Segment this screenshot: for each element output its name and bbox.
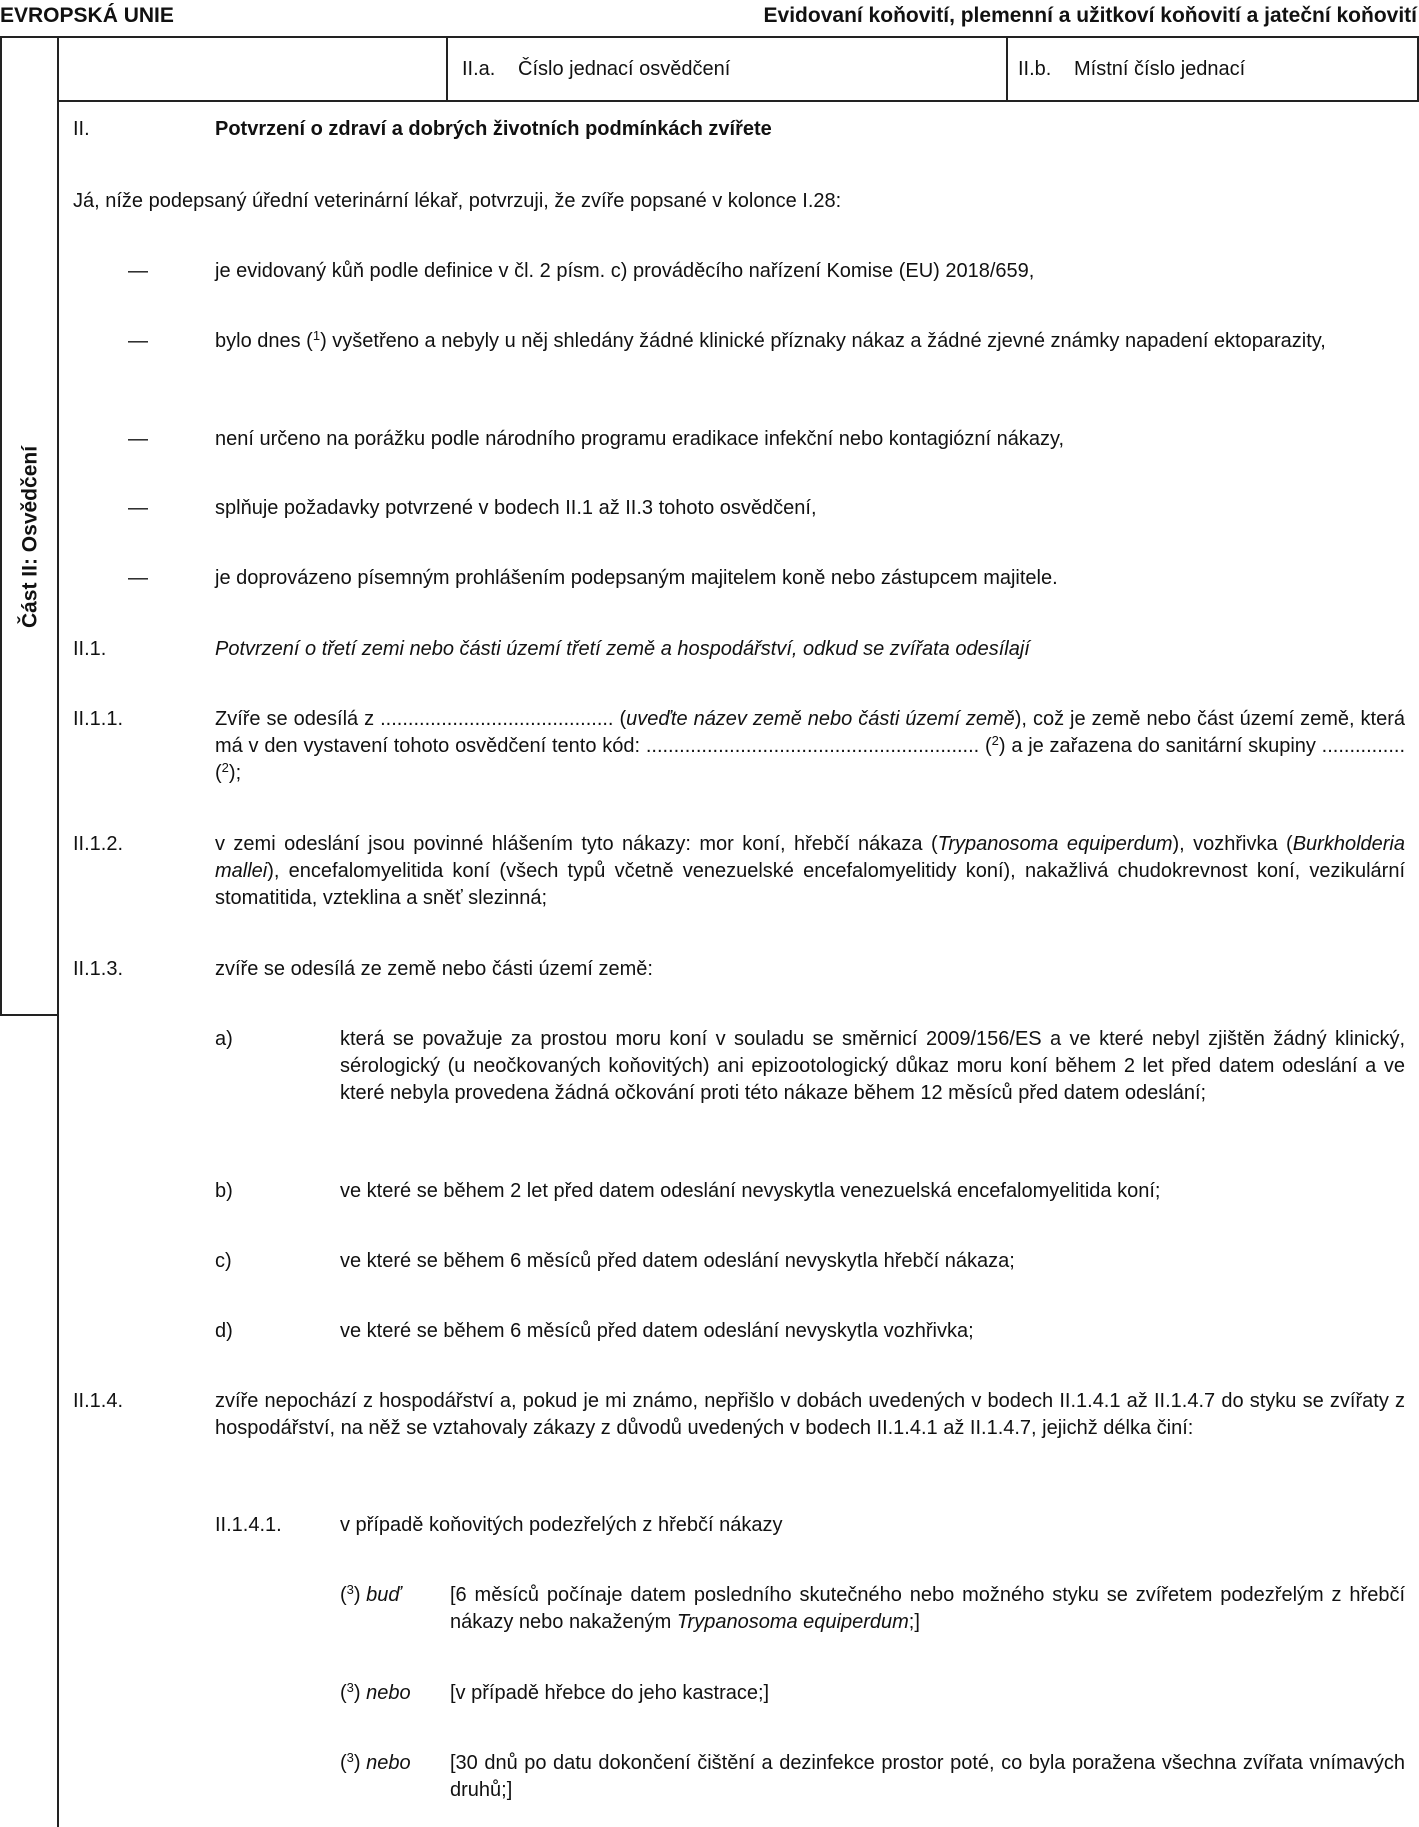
- side-label: Část II: Osvědčení: [18, 445, 42, 629]
- bullet-5: je doprovázeno písemným prohlášením podepsaným majitelem koně nebo zástupcem majitele.: [215, 567, 1058, 589]
- ii141-text: v případě koňovitých podezřelých z hřebčí nákazy: [340, 1514, 783, 1536]
- header-left: EVROPSKÁ UNIE: [0, 4, 174, 27]
- ii1-title: Potvrzení o třetí zemi nebo části území třetí země a hospodářství, odkud se zvířata odesílají: [215, 638, 1030, 660]
- ii12-code: II.1.2.: [73, 833, 124, 855]
- ii13-letter-d: d): [215, 1320, 233, 1342]
- side-frame-bottom: [0, 1014, 59, 1016]
- bullet-3: není určeno na porážku podle národního programu eradikace infekční nebo kontagiózní nákazy,: [215, 428, 1065, 450]
- dash-2: —: [128, 330, 148, 352]
- ii141-opt2-text: [v případě hřebce do jeho kastrace;]: [450, 1682, 770, 1704]
- dash-5: —: [128, 567, 148, 589]
- ii13-letter-a: a): [215, 1028, 233, 1050]
- ii13-item-c: ve které se během 6 měsíců před datem odeslání nevyskytla hřebčí nákaza;: [340, 1250, 1015, 1272]
- ii13-item-a: která se považuje za prostou moru koní v souladu se směrnicí 2009/156/ES a ve které nebyl zjištěn žádný klinický, sérologický (u neočkovaných koňovitých) ani epizootologický důkaz moru koní během 2 let před datem odeslání a ve které nebyla provedena žádná očkování proti této nákaze během 12 měsíců před datem odeslání;: [340, 1028, 1405, 1104]
- ii14-code: II.1.4.: [73, 1390, 124, 1412]
- ii141-code: II.1.4.1.: [215, 1514, 282, 1536]
- ii13-text: zvíře se odesílá ze země nebo části území země:: [215, 958, 653, 980]
- bullet-4: splňuje požadavky potvrzené v bodech II.1 až II.3 tohoto osvědčení,: [215, 497, 817, 519]
- dash-4: —: [128, 497, 148, 519]
- ii141-opt2-label: ($^3$) nebo: [340, 1680, 411, 1704]
- ii14-text: zvíře nepochází z hospodářství a, pokud je mi známo, nepřišlo v dobách uvedených v bodech II.1.4.1 až II.1.4.7 do styku se zvířaty z hospodářství, na něž se vztahovaly zákazy z důvodů uvedených v bodech II.1.4.1 až II.1.4.7, jejichž délka činí:: [215, 1390, 1405, 1439]
- ii11-code: II.1.1.: [73, 708, 124, 730]
- ref-b-label: Místní číslo jednací: [1074, 58, 1246, 80]
- ii13-letter-b: b): [215, 1180, 233, 1202]
- main-frame-left: [57, 36, 59, 1827]
- ref-b-code: II.b.: [1018, 58, 1052, 80]
- section-title: Potvrzení o zdraví a dobrých životních podmínkách zvířete: [215, 118, 772, 140]
- bullet-2: bylo dnes ($^1$) vyšetřeno a nebyly u něj shledány žádné klinické příznaky nákaz a žádné zjevné známky napadení ektoparazity,: [215, 328, 1326, 352]
- side-label-box: [10, 430, 50, 644]
- dash-3: —: [128, 428, 148, 450]
- ii13-item-b: ve které se během 2 let před datem odeslání nevyskytla venezuelská encefalomyelitida koní;: [340, 1180, 1161, 1202]
- ii141-opt3-label: ($^3$) nebo: [340, 1750, 411, 1774]
- ii13-code: II.1.3.: [73, 958, 124, 980]
- ref-box-bottom-line: [57, 100, 1419, 102]
- ref-divider-2: [1006, 36, 1008, 102]
- ii1-code: II.1.: [73, 638, 107, 660]
- ref-divider-1: [446, 36, 448, 102]
- ref-a-code: II.a.: [462, 58, 496, 80]
- side-frame-left: [0, 36, 2, 1016]
- top-frame-line: [0, 36, 1419, 38]
- ii13-letter-c: c): [215, 1250, 232, 1272]
- ii11-text: Zvíře se odesílá z .......................................... (uveďte název země nebo části území země), což je země nebo část území země, která má v den vystavení tohoto osvědčení tento kód: ............................................................ ($^2$) a je zařazena do sanitární skupiny ...............($^2$);: [215, 708, 1406, 784]
- ii141-opt3-text: [30 dnů po datu dokončení čištění a dezinfekce prostor poté, co byla poražena všechna zvířata vnímavých druhů;]: [450, 1752, 1405, 1801]
- header-right: Evidovaní koňovití, plemenní a užitkoví koňovití a jateční koňovití: [763, 4, 1417, 27]
- ref-a-label: Číslo jednací osvědčení: [518, 58, 731, 80]
- section-intro: Já, níže podepsaný úřední veterinární lékař, potvrzuji, že zvíře popsané v kolonce I.28:: [73, 190, 842, 212]
- section-code: II.: [73, 118, 90, 140]
- ii13-item-d: ve které se během 6 měsíců před datem odeslání nevyskytla vozhřivka;: [340, 1320, 974, 1342]
- bullet-1: je evidovaný kůň podle definice v čl. 2 písm. c) prováděcího nařízení Komise (EU) 2018/659,: [215, 260, 1035, 282]
- dash-1: —: [128, 260, 148, 282]
- ii141-opt1-text: [6 měsíců počínaje datem posledního skutečného nebo možného styku se zvířetem podezřelým z hřebčí nákazy nebo nakaženým Trypanosoma equiperdum;]: [450, 1584, 1405, 1633]
- ii141-opt1-label: ($^3$) buď: [340, 1582, 401, 1606]
- ii12-text: v zemi odeslání jsou povinné hlášením tyto nákazy: mor koní, hřebčí nákaza (Trypanosoma equiperdum), vozhřivka (Burkholderia mallei), encefalomyelitida koní (všech typů včetně venezuelské encefalomyelitidy koní), nakažlivá chudokrevnost koní, vezikulární stomatitida, vzteklina a sněť slezinná;: [215, 833, 1405, 909]
